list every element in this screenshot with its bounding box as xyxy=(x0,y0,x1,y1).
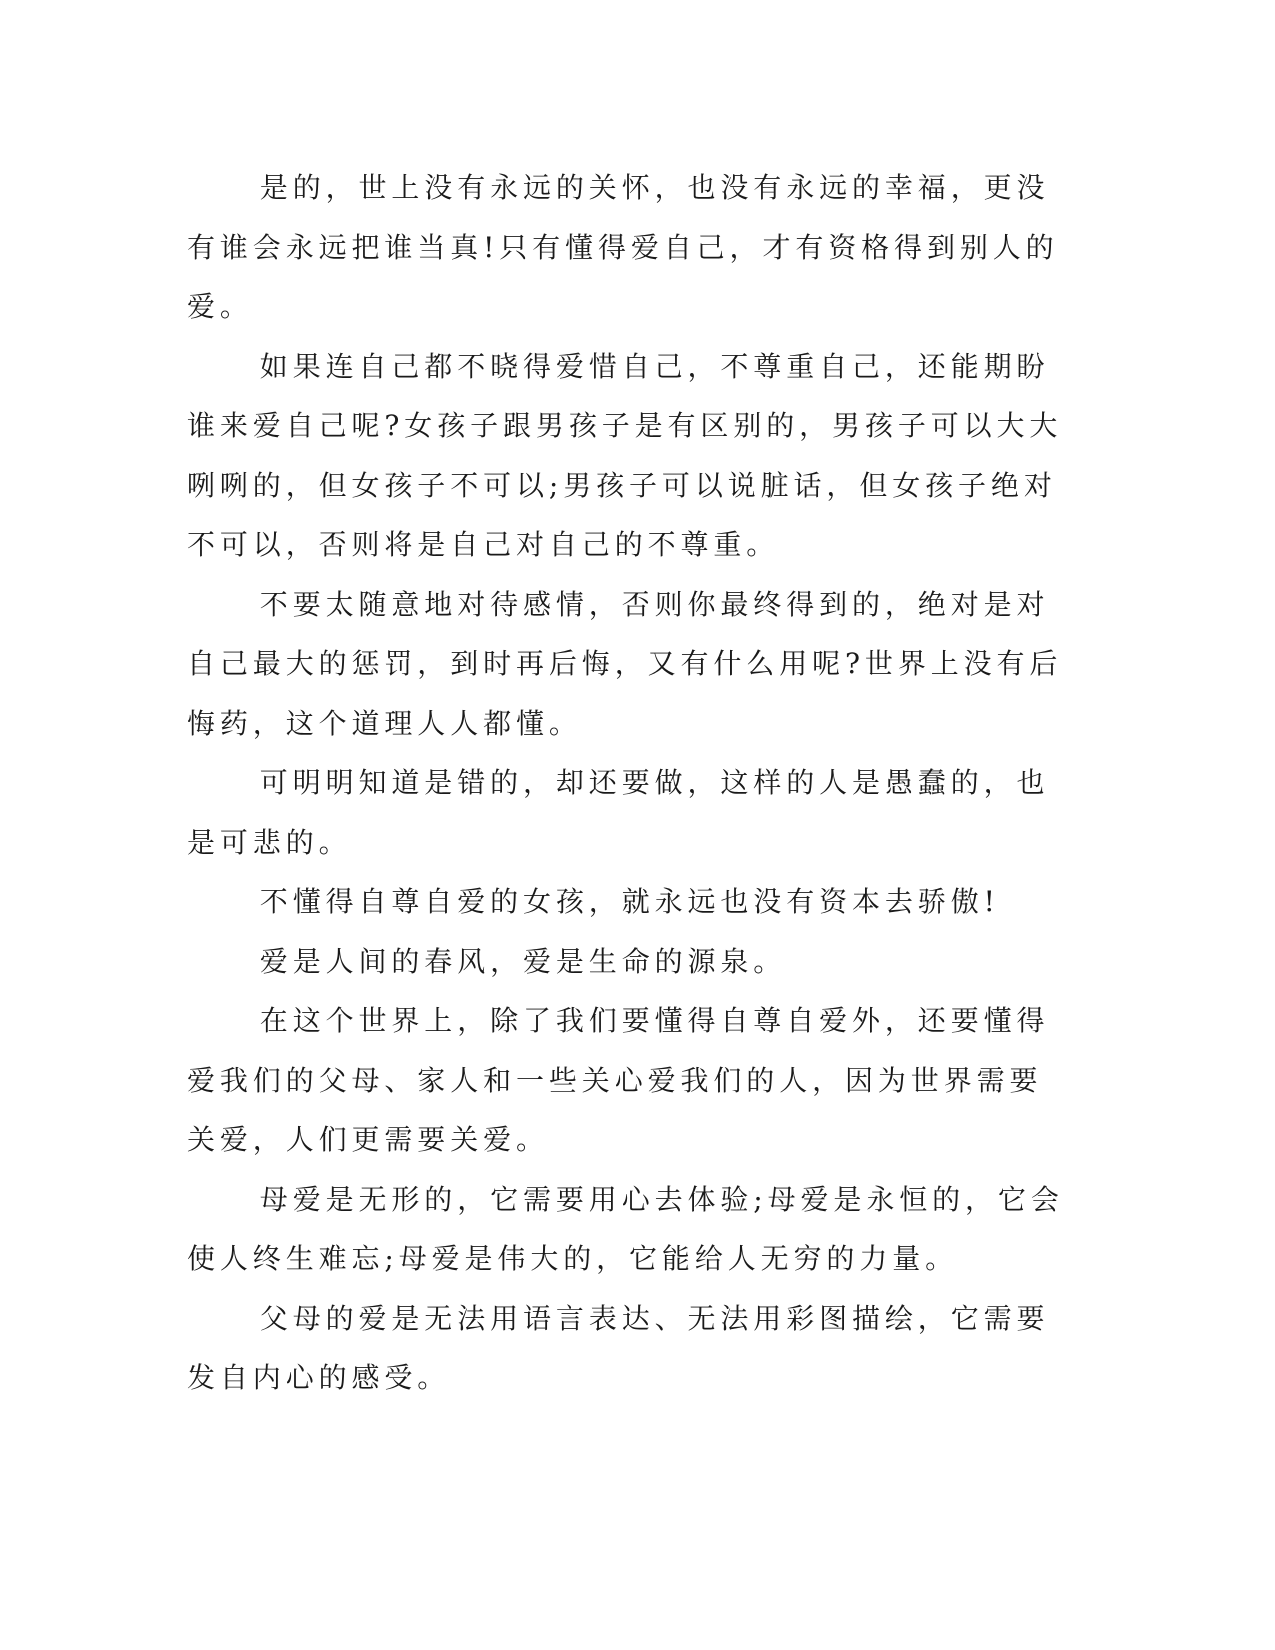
document-body xyxy=(187,158,1067,1408)
paragraph-1: 是的，世上没有永远的关怀，也没有永远的幸福，更没有谁会永远把谁当真!只有懂得爱自己，才有资格得到别人的爱。 xyxy=(187,171,1059,323)
paragraph-4: 可明明知道是错的，却还要做，这样的人是愚蠢的，也是可悲的。 xyxy=(187,766,1050,859)
paragraph-2: 如果连自己都不晓得爱惜自己，不尊重自己，还能期盼谁来爱自己呢?女孩子跟男孩子是有区别的，男孩子可以大大咧咧的，但女孩子不可以;男孩子可以说脏话，但女孩子绝对不可以，否则将是自己对自己的不尊重。 xyxy=(187,349,1063,561)
paragraph-3: 不要太随意地对待感情，否则你最终得到的，绝对是对自己最大的惩罚，到时再后悔，又有什么用呢?世界上没有后悔药，这个道理人人都懂。 xyxy=(187,587,1063,740)
paragraph-5: 不懂得自尊自爱的女孩，就永远也没有资本去骄傲! xyxy=(259,885,1000,918)
paragraph-6: 爱是人间的春风，爱是生命的源泉。 xyxy=(259,944,787,978)
paragraph-8: 母爱是无形的，它需要用心去体验;母爱是永恒的，它会使人终生难忘;母爱是伟大的，它能给人无穷的力量。 xyxy=(187,1182,1064,1275)
paragraph-7: 在这个世界上，除了我们要懂得自尊自爱外，还要懂得爱我们的父母、家人和一些关心爱我们的人，因为世界需要关爱，人们更需要关爱。 xyxy=(187,1004,1050,1156)
paragraph-9: 父母的爱是无法用语言表达、无法用彩图描绘，它需要发自内心的感受。 xyxy=(187,1301,1050,1394)
